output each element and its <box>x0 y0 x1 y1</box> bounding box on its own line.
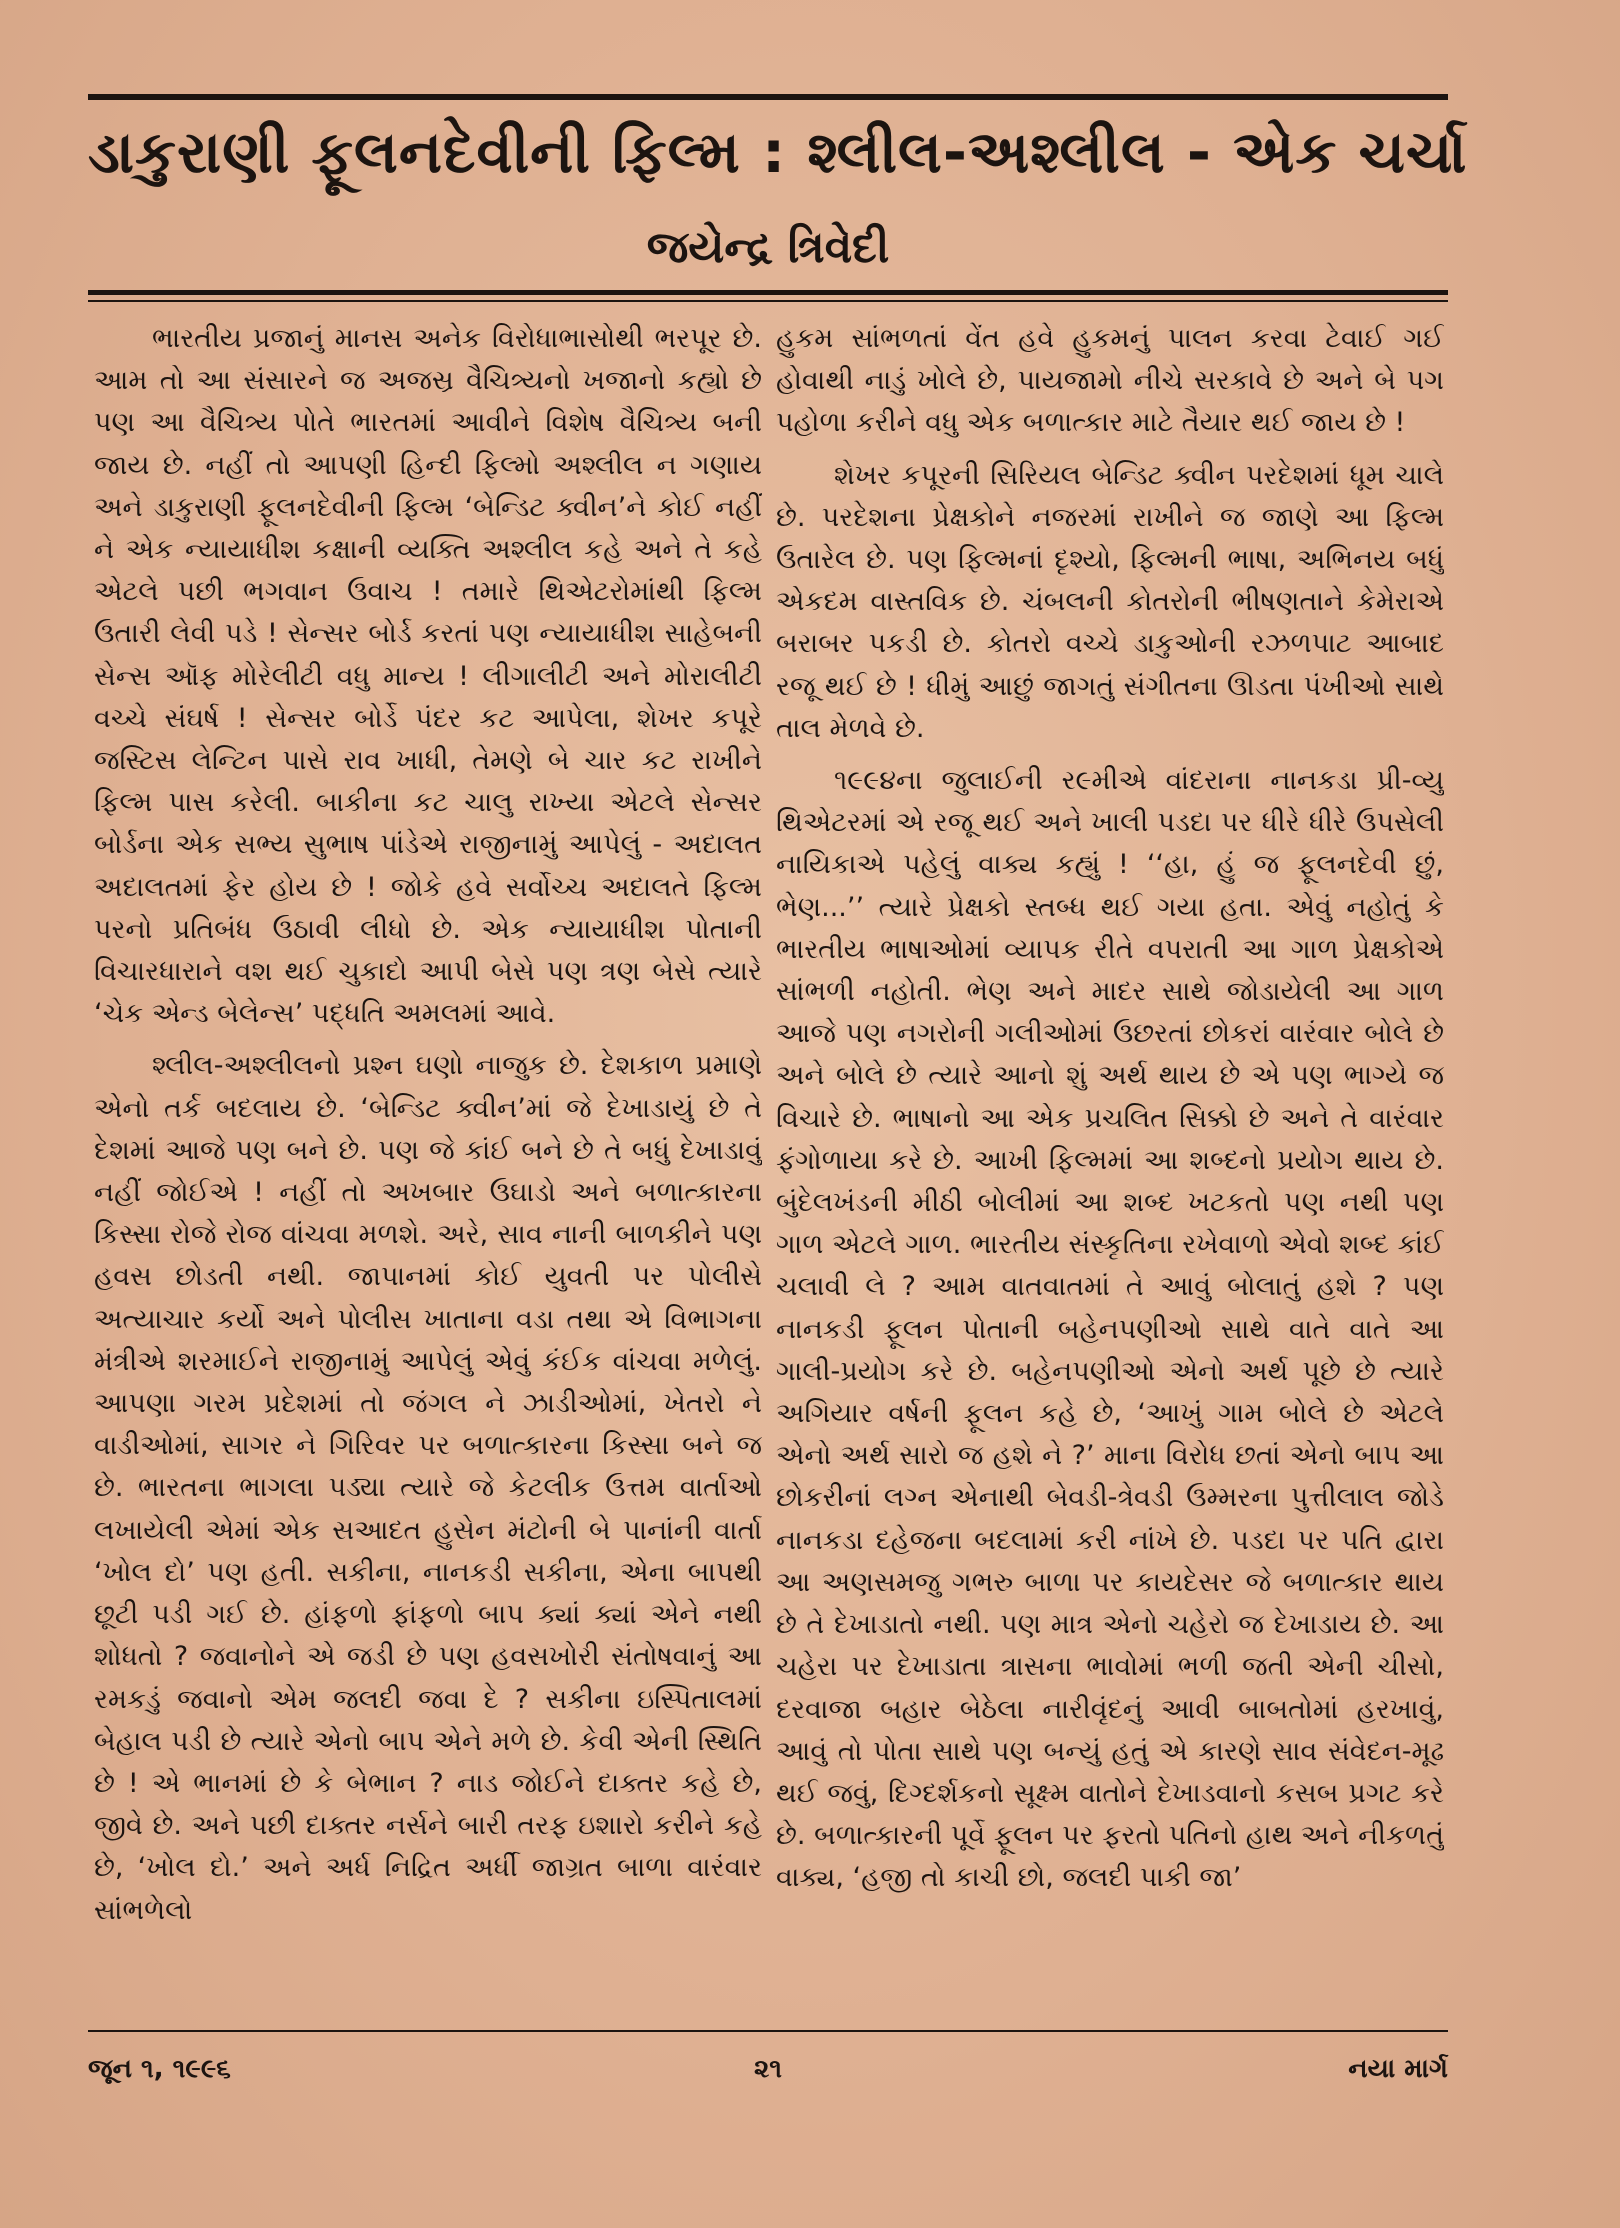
footer-date: જૂન ૧, ૧૯૯૬ <box>88 2054 231 2084</box>
left-paragraph-2: શ્લીલ-અશ્લીલનો પ્રશ્ન ઘણો નાજુક છે. દેશકાળ પ્રમાણે એનો તર્ક બદલાય છે. ‘બેન્ડિટ ક્વીન’માં જે દેખાડાયું છે તે દેશમાં આજે પણ બને છે. પણ જે કાંઈ બને છે તે બધું દેખાડાવું નહીં જોઈએ ! નહીં તો અખબાર ઉઘાડો અને બળાત્કારના કિસ્સા રોજે રોજ વાંચવા મળશે. અરે, સાવ નાની બાળકીને પણ હવસ છોડતી નથી. જાપાનમાં કોઈ યુવતી પર પોલીસે અત્યાચાર કર્યો અને પોલીસ ખાતાના વડા તથા એ વિભાગના મંત્રીએ શરમાઈને રાજીનામું આપેલું એવું કંઈક વાંચવા મળેલું. આપણા ગરમ પ્રદેશમાં તો જંગલ ને ઝાડીઓમાં, ખેતરો ને વાડીઓમાં, સાગર ને ગિરિવર પર બળાત્કારના કિસ્સા બને જ છે. ભારતના ભાગલા પડ્યા ત્યારે જે કેટલીક ઉત્તમ વાર્તાઓ લખાયેલી એમાં એક સઆદત હુસેન મંટોની બે પાનાંની વાર્તા ‘ખોલ દો’ પણ હતી. સકીના, નાનકડી સકીના, એના બાપથી છૂટી પડી ગઈ છે. હાંફળો ફાંફળો બાપ ક્યાં ક્યાં એને નથી શોધતો ? જવાનોને એ જડી છે પણ હવસખોરી સંતોષવાનું આ રમકડું જવાનો એમ જલદી જવા દે ? સકીના ઇસ્પિતાલમાં બેહાલ પડી છે ત્યારે એનો બાપ એને મળે છે. કેવી એની સ્થિતિ છે ! એ ભાનમાં છે કે બેભાન ? નાડ જોઈને દાક્તર કહે છે, જીવે છે. અને પછી દાક્તર નર્સને બારી તરફ ઇશારો કરીને કહે છે, ‘ખોલ દો.’ અને અર્ધ નિદ્રિત અર્ધી જાગ્રત બાળા વારંવાર સાંભળેલો <box>94 1050 762 1926</box>
footer-publication: નયા માર્ગ <box>1348 2054 1448 2084</box>
footer-rule <box>88 2030 1448 2032</box>
header-top-rule <box>88 94 1448 100</box>
header-bottom-thin-rule <box>88 300 1448 302</box>
footer-page-number: ૨૧ <box>753 2054 782 2084</box>
article-author: જયેન્દ્ર ત્રિવેદી <box>646 222 890 273</box>
right-paragraph-1: હુકમ સાંભળતાં વેંત હવે હુકમનું પાલન કરવા ટેવાઈ ગઈ હોવાથી નાડું ખોલે છે, પાયજામો નીચે સરકાવે છે અને બે પગ પહોળા કરીને વધુ એક બળાત્કાર માટે તૈયાર થઈ જાય છે ! <box>776 323 1444 439</box>
header-bottom-rule <box>88 290 1448 295</box>
right-paragraph-3: ૧૯૯૪ના જુલાઈની ર૯મીએ વાંદરાના નાનકડા પ્રી-વ્યુ થિએટરમાં એ રજૂ થઈ અને ખાલી પડદા પર ધીરે ધીરે ઉપસેલી નાયિકાએ પહેલું વાક્ય કહ્યું ! ‘‘હા, હું જ ફૂલનદેવી છું, ભેણ...’’ ત્યારે પ્રેક્ષકો સ્તબ્ધ થઈ ગયા હતા. એવું નહોતું કે ભારતીય ભાષાઓમાં વ્યાપક રીતે વપરાતી આ ગાળ પ્રેક્ષકોએ સાંભળી નહોતી. ભેણ અને માદર સાથે જોડાયેલી આ ગાળ આજે પણ નગરોની ગલીઓમાં ઉછરતાં છોકરાં વારંવાર બોલે છે અને બોલે છે ત્યારે આનો શું અર્થ થાય છે એ પણ ભાગ્યે જ વિચારે છે. ભાષાનો આ એક પ્રચલિત સિક્કો છે અને તે વારંવાર ફંગોળાયા કરે છે. આખી ફિલ્મમાં આ શબ્દનો પ્રયોગ થાય છે. બુંદેલખંડની મીઠી બોલીમાં આ શબ્દ ખટકતો પણ નથી પણ ગાળ એટલે ગાળ. ભારતીય સંસ્કૃતિના રખેવાળો એવો શબ્દ કાંઈ ચલાવી લે ? આમ વાતવાતમાં તે આવું બોલાતું હશે ? પણ નાનકડી ફૂલન પોતાની બહેનપણીઓ સાથે વાતે વાતે આ ગાલી-પ્રયોગ કરે છે. બહેનપણીઓ એનો અર્થ પૂછે છે ત્યારે અગિયાર વર્ષની ફૂલન કહે છે, ‘આખું ગામ બોલે છે એટલે એનો અર્થ સારો જ હશે ને ?’ માના વિરોધ છતાં એનો બાપ આ છોકરીનાં લગ્ન એનાથી બેવડી-ત્રેવડી ઉમ્મરના પુત્તીલાલ જોડે નાનકડા દહેજના બદલામાં કરી નાંખે છે. પડદા પર પતિ દ્વારા આ અણસમજુ ગભરુ બાળા પર કાયદેસર જે બળાત્કાર થાય છે તે દેખાડાતો નથી. પણ માત્ર એનો ચહેરો જ દેખાડાય છે. આ ચહેરા પર દેખાડાતા ત્રાસના ભાવોમાં ભળી જતી એની ચીસો, દરવાજા બહાર બેઠેલા નારીવૃંદનું આવી બાબતોમાં હરખાવું, આવું તો પોતા સાથે પણ બન્યું હતું એ કારણે સાવ સંવેદન-મૂઢ થઈ જવું, દિગ્દર્શકનો સૂક્ષ્મ વાતોને દેખાડવાનો કસબ પ્રગટ કરે છે. બળાત્કારની પૂર્વે ફૂલન પર ફરતો પતિનો હાથ અને નીકળતું વાક્ય, ‘હજી તો કાચી છો, જલદી પાકી જા’ <box>776 765 1444 1894</box>
page-footer <box>88 2054 1448 2094</box>
left-column <box>94 318 762 2058</box>
right-column <box>776 318 1444 2058</box>
right-paragraph-2: શેખર કપૂરની સિરિયલ બેન્ડિટ ક્વીન પરદેશમાં ધૂમ ચાલે છે. પરદેશના પ્રેક્ષકોને નજરમાં રાખીને જ જાણે આ ફિલ્મ ઉતારેલ છે. પણ ફિલ્મનાં દૃશ્યો, ફિલ્મની ભાષા, અભિનય બધું એકદમ વાસ્તવિક છે. ચંબલની કોતરોની ભીષણતાને કેમેરાએ બરાબર પકડી છે. કોતરો વચ્ચે ડાકુઓની રઝળપાટ આબાદ રજૂ થઈ છે ! ધીમું આછું જાગતું સંગીતના ઊડતા પંખીઓ સાથે તાલ મેળવે છે. <box>776 459 1444 744</box>
left-paragraph-1: ભારતીય પ્રજાનું માનસ અનેક વિરોધાભાસોથી ભરપૂર છે. આમ તો આ સંસારને જ અજસ્ર વૈચિત્ર્યનો ખજાનો કહ્યો છે પણ આ વૈચિત્ર્ય પોતે ભારતમાં આવીને વિશેષ વૈચિત્ર્ય બની જાય છે. નહીં તો આપણી હિન્દી ફિલ્મો અશ્લીલ ન ગણાય અને ડાકુરાણી ફૂલનદેવીની ફિલ્મ ‘બેન્ડિટ ક્વીન’ને કોઈ નહીં ને એક ન્યાયાધીશ કક્ષાની વ્યક્તિ અશ્લીલ કહે અને તે કહે એટલે પછી ભગવાન ઉવાચ ! તમારે થિએટરોમાંથી ફિલ્મ ઉતારી લેવી પડે ! સેન્સર બોર્ડ કરતાં પણ ન્યાયાધીશ સાહેબની સેન્સ ઑફ મોરેલીટી વધુ માન્ય ! લીગાલીટી અને મોરાલીટી વચ્ચે સંઘર્ષ ! સેન્સર બોર્ડે પંદર કટ આપેલા, શેખર કપૂરે જસ્ટિસ લેન્ટિન પાસે રાવ ખાધી, તેમણે બે ચાર કટ રાખીને ફિલ્મ પાસ કરેલી. બાકીના કટ ચાલુ રાખ્યા એટલે સેન્સર બોર્ડના એક સભ્ય સુભાષ પાંડેએ રાજીનામું આપેલું - અદાલત અદાલતમાં ફેર હોય છે ! જોકે હવે સર્વોચ્ચ અદાલતે ફિલ્મ પરનો પ્રતિબંધ ઉઠાવી લીધો છે. એક ન્યાયાધીશ પોતાની વિચારધારાને વશ થઈ ચુકાદો આપી બેસે પણ ત્રણ બેસે ત્યારે ‘ચેક એન્ડ બેલેન્સ’ પદ્ધતિ અમલમાં આવે. <box>94 323 762 1030</box>
article-title: ડાકુરાણી ફૂલનદેવીની ફિલ્મ : શ્લીલ-અશ્લીલ - એક ચર્ચા <box>88 118 1468 186</box>
